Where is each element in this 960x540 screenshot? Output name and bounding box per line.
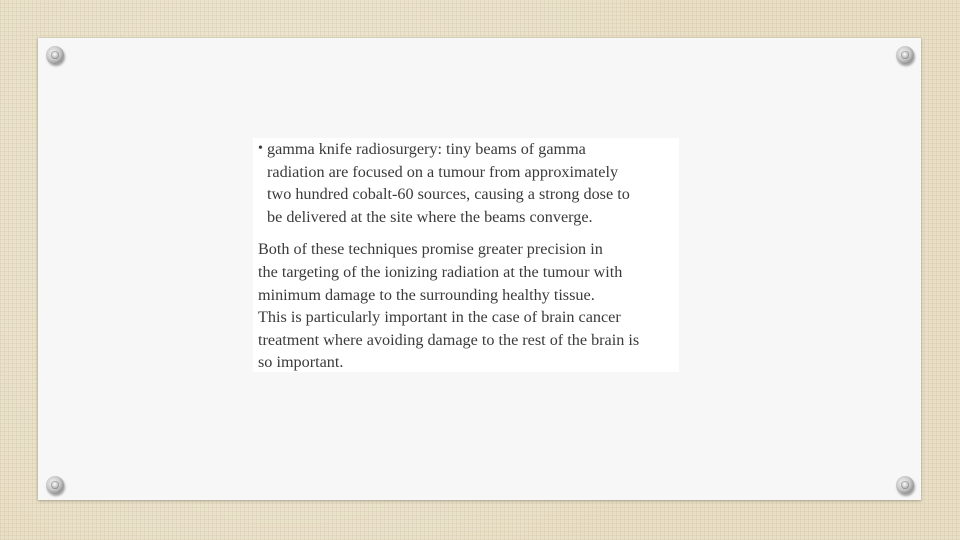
paragraph-line: the targeting of the ionizing radiation at the tumour with (258, 262, 623, 281)
pushpin-icon (46, 46, 64, 64)
bullet-item (258, 138, 675, 228)
pushpin-icon (46, 476, 64, 494)
paragraph-line: treatment where avoiding damage to the rest of the brain is (258, 330, 640, 349)
text-image (253, 138, 679, 372)
body-paragraph (258, 238, 675, 374)
bullet-line: gamma knife radiosurgery: tiny beams of gamma (267, 140, 586, 158)
pushpin-icon (896, 476, 914, 494)
bullet-line: two hundred cobalt-60 sources, causing a strong dose to (267, 185, 630, 204)
bullet-line: be delivered at the site where the beams converge. (267, 207, 593, 226)
bullet-text (267, 138, 675, 228)
pushpin-icon (896, 46, 914, 64)
paragraph-line: minimum damage to the surrounding healthy tissue. (258, 285, 595, 304)
paragraph-line: Both of these techniques promise greater precision in (258, 240, 603, 259)
paragraph-line: This is particularly important in the case of brain cancer (258, 308, 621, 327)
bullet-marker: • (258, 141, 263, 156)
bullet-line: radiation are focused on a tumour from approximately (267, 162, 619, 181)
paragraph-line: so important. (258, 353, 344, 372)
